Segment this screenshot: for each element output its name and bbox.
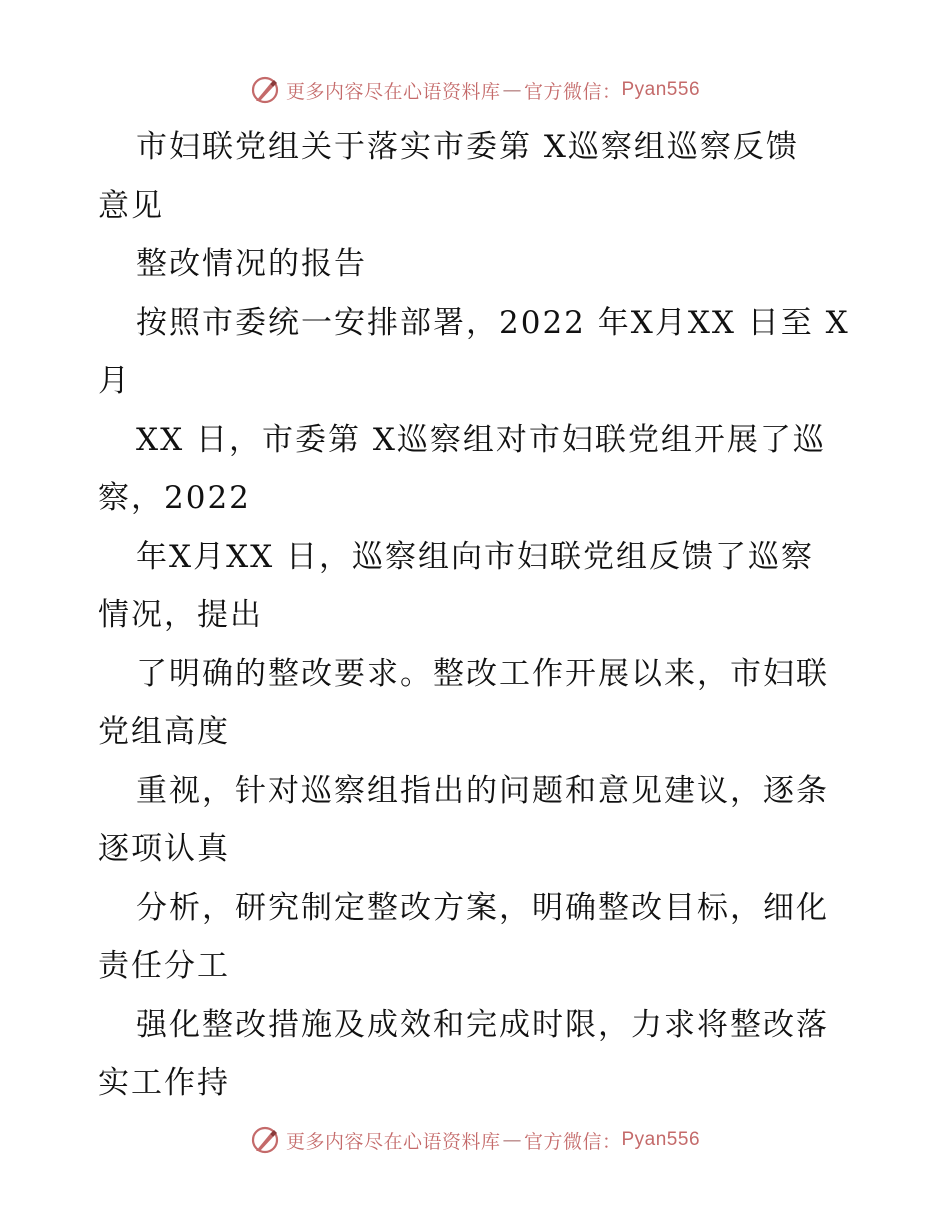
text-line: 党组高度 — [98, 714, 230, 750]
title-line-1: 市妇联党组关于落实市委第 X巡察组巡察反馈 — [136, 129, 799, 165]
text-line: 分析，研究制定整改方案，明确整改目标，细化 — [136, 889, 829, 926]
text-line: 实工作持 — [98, 1065, 230, 1101]
text-line: XX 日，市委第 X巡察组对市妇联党组开展了巡 — [136, 421, 826, 458]
watermark-text: 更多内容尽在心语资料库 — [285, 80, 501, 103]
pen-logo-icon — [250, 1125, 280, 1155]
header-watermark — [0, 70, 950, 110]
watermark-separator: — — [502, 79, 522, 101]
footer-watermark — [0, 1120, 950, 1160]
document-body — [98, 118, 868, 1113]
watermark-text: 更多内容尽在心语资料库 — [285, 1130, 501, 1153]
title-line-2: 意见 — [98, 187, 164, 224]
text-line: 逐项认真 — [98, 831, 230, 867]
watermark-wechat-id: Pyan556 — [621, 79, 701, 100]
text-line: 了明确的整改要求。整改工作开展以来，市妇联 — [136, 655, 829, 692]
watermark-wechat-label: 官方微信： — [523, 1130, 622, 1153]
pen-logo-icon — [250, 75, 280, 105]
text-line: 按照市委统一安排部署，2022 年X月XX 日至 X — [136, 304, 850, 341]
text-line: 强化整改措施及成效和完成时限，力求将整改落 — [136, 1006, 829, 1043]
title-line-3: 整改情况的报告 — [136, 246, 367, 282]
text-line: 月 — [98, 363, 131, 399]
text-line: 责任分工 — [98, 948, 230, 984]
text-line: 情况，提出 — [98, 597, 263, 633]
watermark-wechat-id: Pyan556 — [621, 1129, 701, 1150]
watermark-wechat-label: 官方微信： — [523, 80, 622, 103]
watermark-separator: — — [502, 1129, 522, 1151]
text-line: 察，2022 — [98, 480, 251, 516]
text-line: 重视，针对巡察组指出的问题和意见建议，逐条 — [136, 772, 829, 809]
text-line: 年X月XX 日，巡察组向市妇联党组反馈了巡察 — [136, 538, 815, 575]
